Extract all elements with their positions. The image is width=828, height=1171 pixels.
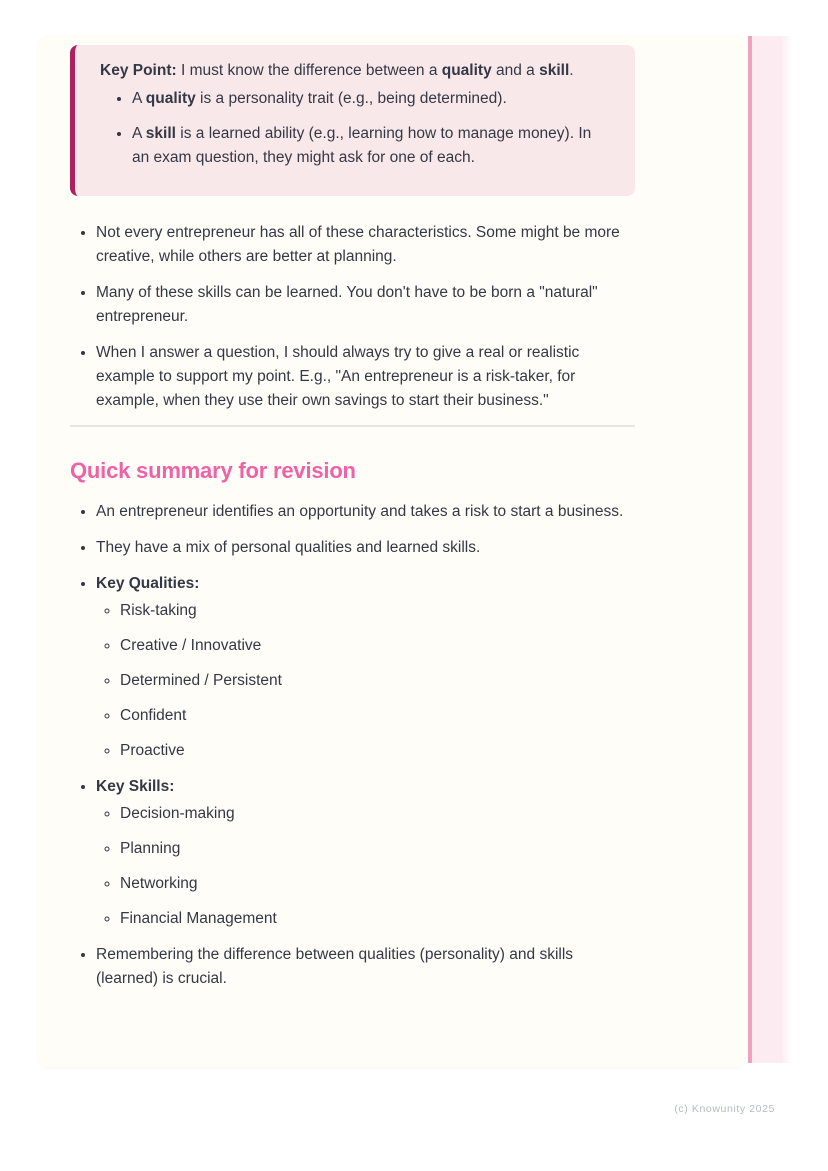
text-run: Remembering the difference between qualities (personality) and skills (learned) is crucial. <box>96 946 574 987</box>
sub-list-item: ◦ Risk-taking <box>120 599 635 623</box>
key-point-list <box>100 87 611 170</box>
list-item <box>96 341 635 413</box>
text-run: I must know the difference between a <box>176 62 442 79</box>
summary-heading: Quick summary for revision <box>70 458 356 483</box>
bold-text: skill <box>539 62 570 79</box>
key-point-lead <box>100 59 611 83</box>
sub-list <box>96 599 635 763</box>
text-run: is a learned ability (e.g., learning how to manage money). In an exam question, they might ask for one of each. <box>132 125 592 166</box>
list-item <box>96 775 635 931</box>
sub-list-item: ◦ Creative / Innovative <box>120 634 635 658</box>
list-item <box>96 221 635 269</box>
notes-page-card <box>38 35 746 1067</box>
summary-list <box>70 500 635 991</box>
list-item <box>96 281 635 329</box>
bold-text: quality <box>441 62 492 79</box>
bold-text: skill <box>145 125 176 142</box>
sub-list <box>96 802 635 931</box>
notes-list <box>70 221 635 413</box>
text-run: Many of these skills can be learned. You don't have to be born a "natural" entrepreneur. <box>96 284 598 325</box>
sub-list-item: ◦ Networking <box>120 872 635 896</box>
text-run: Not every entrepreneur has all of these characteristics. Some might be more creative, while others are better at planning. <box>96 224 620 265</box>
text-run: is a personality trait (e.g., being determined). <box>195 90 507 107</box>
text-run: An entrepreneur identifies an opportunity and takes a risk to start a business. <box>96 503 624 520</box>
bold-text: Key Qualities: <box>96 575 200 592</box>
sub-list-item: ◦ Planning <box>120 837 635 861</box>
list-item <box>96 943 635 991</box>
list-item <box>96 500 635 524</box>
text-run: They have a mix of personal qualities and learned skills. <box>96 539 481 556</box>
text-run: . <box>569 62 574 79</box>
sub-list-item: ◦ Determined / Persistent <box>120 669 635 693</box>
list-item <box>96 536 635 560</box>
sub-list-item: ◦ Confident <box>120 704 635 728</box>
bold-text: quality <box>145 90 196 107</box>
text-run: A <box>132 125 146 142</box>
bold-text: Key Skills: <box>96 778 175 795</box>
list-item <box>132 122 611 170</box>
next-page-edge-decoration <box>748 36 792 1063</box>
text-run: and a <box>491 62 540 79</box>
list-item <box>96 572 635 763</box>
key-point-callout <box>70 45 635 196</box>
section-divider <box>70 425 635 427</box>
text-run: When I answer a question, I should always try to give a real or realistic example to support my point. E.g., "An entrepreneur is a risk-taker, for example, when they use their own savings to start their business." <box>96 344 580 409</box>
bold-text: Key Point: <box>100 62 177 79</box>
copyright-text: (c) Knowunity 2025 <box>674 1103 775 1115</box>
sub-list-item: ◦ Financial Management <box>120 907 635 931</box>
list-item <box>132 87 611 111</box>
sub-list-item: ◦ Decision-making <box>120 802 635 826</box>
sub-list-item: ◦ Proactive <box>120 739 635 763</box>
text-run: A <box>132 90 146 107</box>
